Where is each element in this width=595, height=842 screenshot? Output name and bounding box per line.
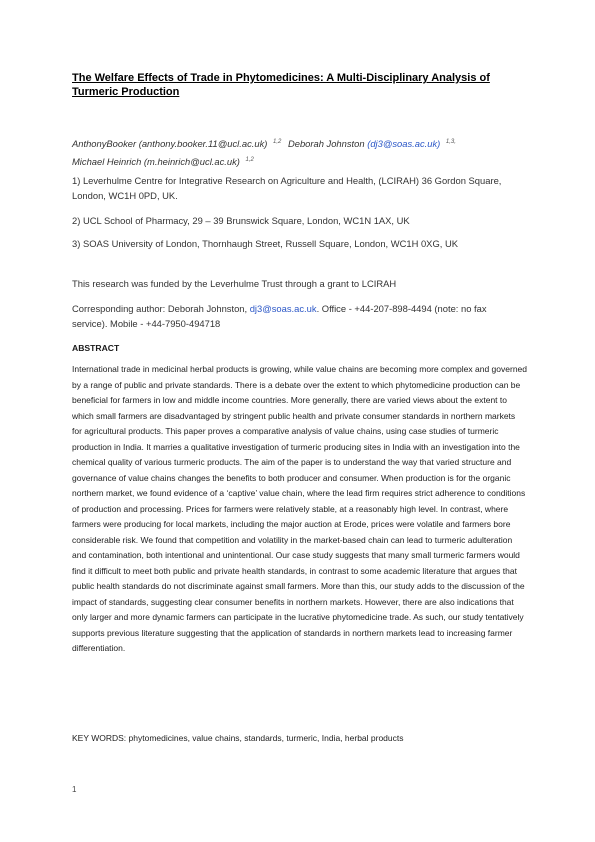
author-email: (anthony.booker.11@ucl.ac.uk) <box>138 138 268 149</box>
abstract-text: International trade in medicinal herbal products is growing, while value chains are becoming more complex and governed by a range of public and private standards. There is a debate over the extent to which phytomedicine production can be beneficial for farmers in low and middle income countries. More generally, there are varied views about the extent to which small farmers are disadvantaged by stringent public health and private consumer standards in northern markets for agricultural products. This paper proves a comparative analysis of value chains, using case studies of turmeric production in India. It marries a qualitative investigation of turmeric producing sites in India with an investigation into the chemical quality of various turmeric products. The aim of the paper is to understand the way that varied structure and governance of value chains changes the benefits to both producer and consumer. When production is for the organic northern market, we found evidence of a ‘captive’ value chain, where the lead firm requires strict adherence to conditions of production and processing. Prices for farmers were relatively stable, at a reasonably high level. In contrast, where farmers were producing for local markets, including the major auction at Erode, prices were volatile and farmers bore considerable risk. We found that competition and volatility in the market-based chain can lead to turmeric adulteration and contamination, both intentional and unintentional. Our case study suggests that many small turmeric farmers would find it difficult to meet both public and private health standards, in contrast to some academic literature that argues that public health standards do not discriminate against small farmers. More than this, our study adds to the discussion of the impact of standards, suggesting clear consumer benefits in northern markets. However, there are also indications that only larger and more dynamic farmers can participate in the lucrative phytomedicine trade. As such, our study tentatively supports previous literature suggesting that the application of standards in northern markets lead to increasing farmer differentiation. <box>72 364 528 653</box>
corresponding-contact: . Office - +44-207-898-4494 (note: no fax service). Mobile - +44-7950-494718 <box>72 303 487 329</box>
funding-statement: This research was funded by the Leverhulme Trust through a grant to LCIRAH <box>72 278 397 289</box>
author-email: (m.heinrich@ucl.ac.uk) <box>143 156 240 167</box>
affiliation-1: 1) Leverhulme Centre for Integrative Research on Agriculture and Health, (LCIRAH) 36 Gordon Square, London, WC1H 0PD, UK. <box>72 175 502 201</box>
author-list <box>72 134 522 170</box>
author-email-link[interactable]: (dj3@soas.ac.uk) <box>367 138 441 149</box>
author-name: Michael Heinrich <box>72 156 142 167</box>
abstract-heading: ABSTRACT <box>72 343 120 353</box>
author-affiliation-marker: 1,2 <box>245 157 254 163</box>
author-affiliation-marker: 1,2 <box>273 139 282 145</box>
author-name: AnthonyBooker <box>72 138 137 149</box>
corresponding-prefix: Corresponding author: Deborah Johnston, <box>72 303 250 314</box>
paper-title: The Welfare Effects of Trade in Phytomedicines: A Multi-Disciplinary Analysis of Turmeric Production <box>72 72 490 98</box>
corresponding-email-link[interactable]: dj3@soas.ac.uk <box>249 303 317 314</box>
affiliation-3: 3) SOAS University of London, Thornhaugh Street, Russell Square, London, WC1H 0XG, UK <box>72 238 458 249</box>
page-number: 1 <box>72 785 77 794</box>
corresponding-author <box>72 301 522 331</box>
keywords: KEY WORDS: phytomedicines, value chains, standards, turmeric, India, herbal products <box>72 733 404 743</box>
author-affiliation-marker: 1,3, <box>445 139 456 145</box>
author-name: Deborah Johnston <box>287 138 365 149</box>
affiliation-2: 2) UCL School of Pharmacy, 29 – 39 Brunswick Square, London, WC1N 1AX, UK <box>72 215 410 226</box>
